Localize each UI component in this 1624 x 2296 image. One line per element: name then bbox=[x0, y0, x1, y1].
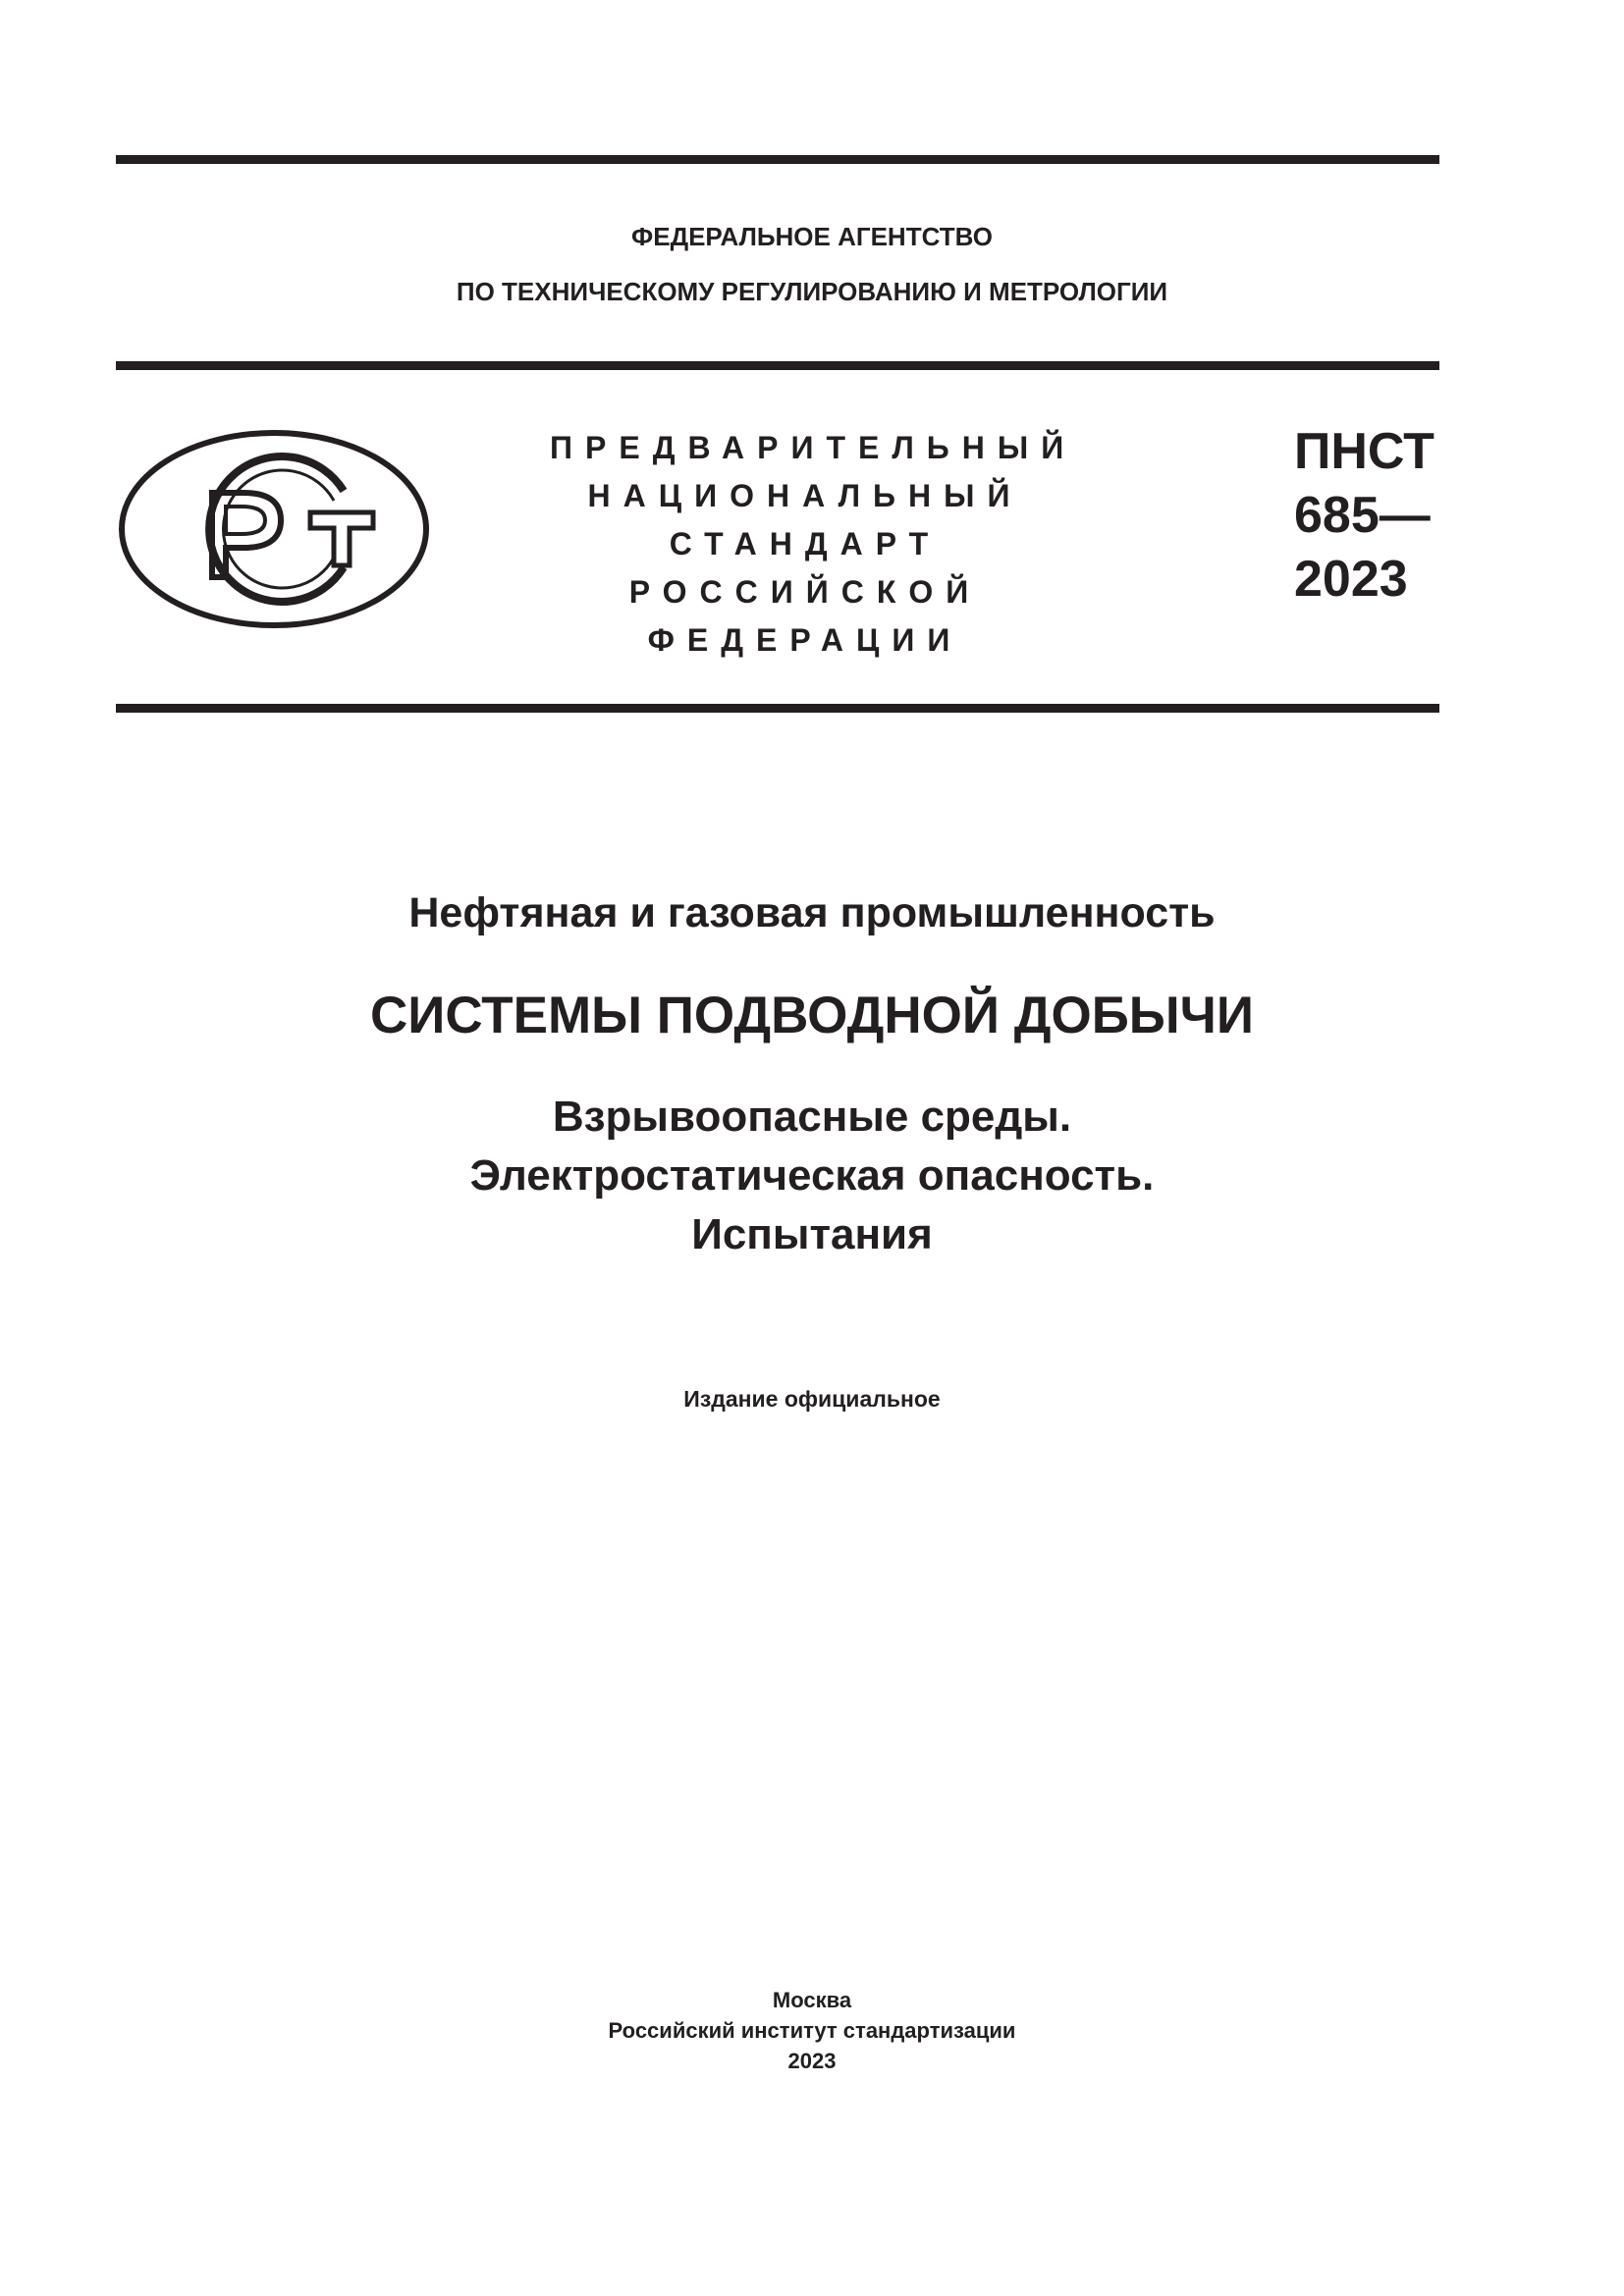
header-rule bbox=[116, 361, 1439, 370]
main-title: СИСТЕМЫ ПОДВОДНОЙ ДОБЫЧИ bbox=[369, 987, 1255, 1044]
agency-name-line1: ФЕДЕРАЛЬНОЕ АГЕНТСТВО bbox=[631, 222, 993, 251]
standard-type-line: ПРЕДВАРИТЕЛЬНЫЙ bbox=[550, 430, 1077, 465]
subtitle-line: Взрывоопасные среды. bbox=[552, 1093, 1072, 1141]
edition-label: Издание официальное bbox=[683, 1386, 941, 1412]
standard-code-line: ПНСТ bbox=[1294, 423, 1435, 480]
standard-type-line: ФЕДЕРАЦИИ bbox=[647, 622, 963, 658]
publisher-block bbox=[0, 1985, 1624, 2076]
industry-title: Нефтяная и газовая промышленность bbox=[408, 889, 1216, 936]
gost-r-logo-icon bbox=[116, 428, 432, 630]
publisher-city: Москва bbox=[772, 1988, 852, 2012]
subtitle-line: Испытания bbox=[691, 1210, 933, 1258]
publisher-name: Российский институт стандартизации bbox=[608, 2018, 1016, 2043]
title-block-rule bbox=[116, 704, 1439, 713]
standard-type-title bbox=[550, 424, 1077, 665]
standard-code-line: 685— bbox=[1294, 487, 1431, 544]
standard-type-line: НАЦИОНАЛЬНЫЙ bbox=[587, 478, 1023, 513]
subtitle bbox=[0, 1088, 1624, 1264]
publisher-year: 2023 bbox=[787, 2049, 837, 2073]
standard-type-line: СТАНДАРТ bbox=[669, 526, 942, 561]
standard-type-line: РОССИЙСКОЙ bbox=[628, 574, 982, 610]
subtitle-line: Электростатическая опасность. bbox=[469, 1151, 1155, 1200]
agency-name-line2: ПО ТЕХНИЧЕСКОМУ РЕГУЛИРОВАНИЮ И МЕТРОЛОГИИ bbox=[456, 277, 1168, 306]
top-rule bbox=[116, 155, 1439, 164]
standard-code bbox=[1294, 420, 1461, 612]
standard-code-line: 2023 bbox=[1294, 551, 1408, 608]
